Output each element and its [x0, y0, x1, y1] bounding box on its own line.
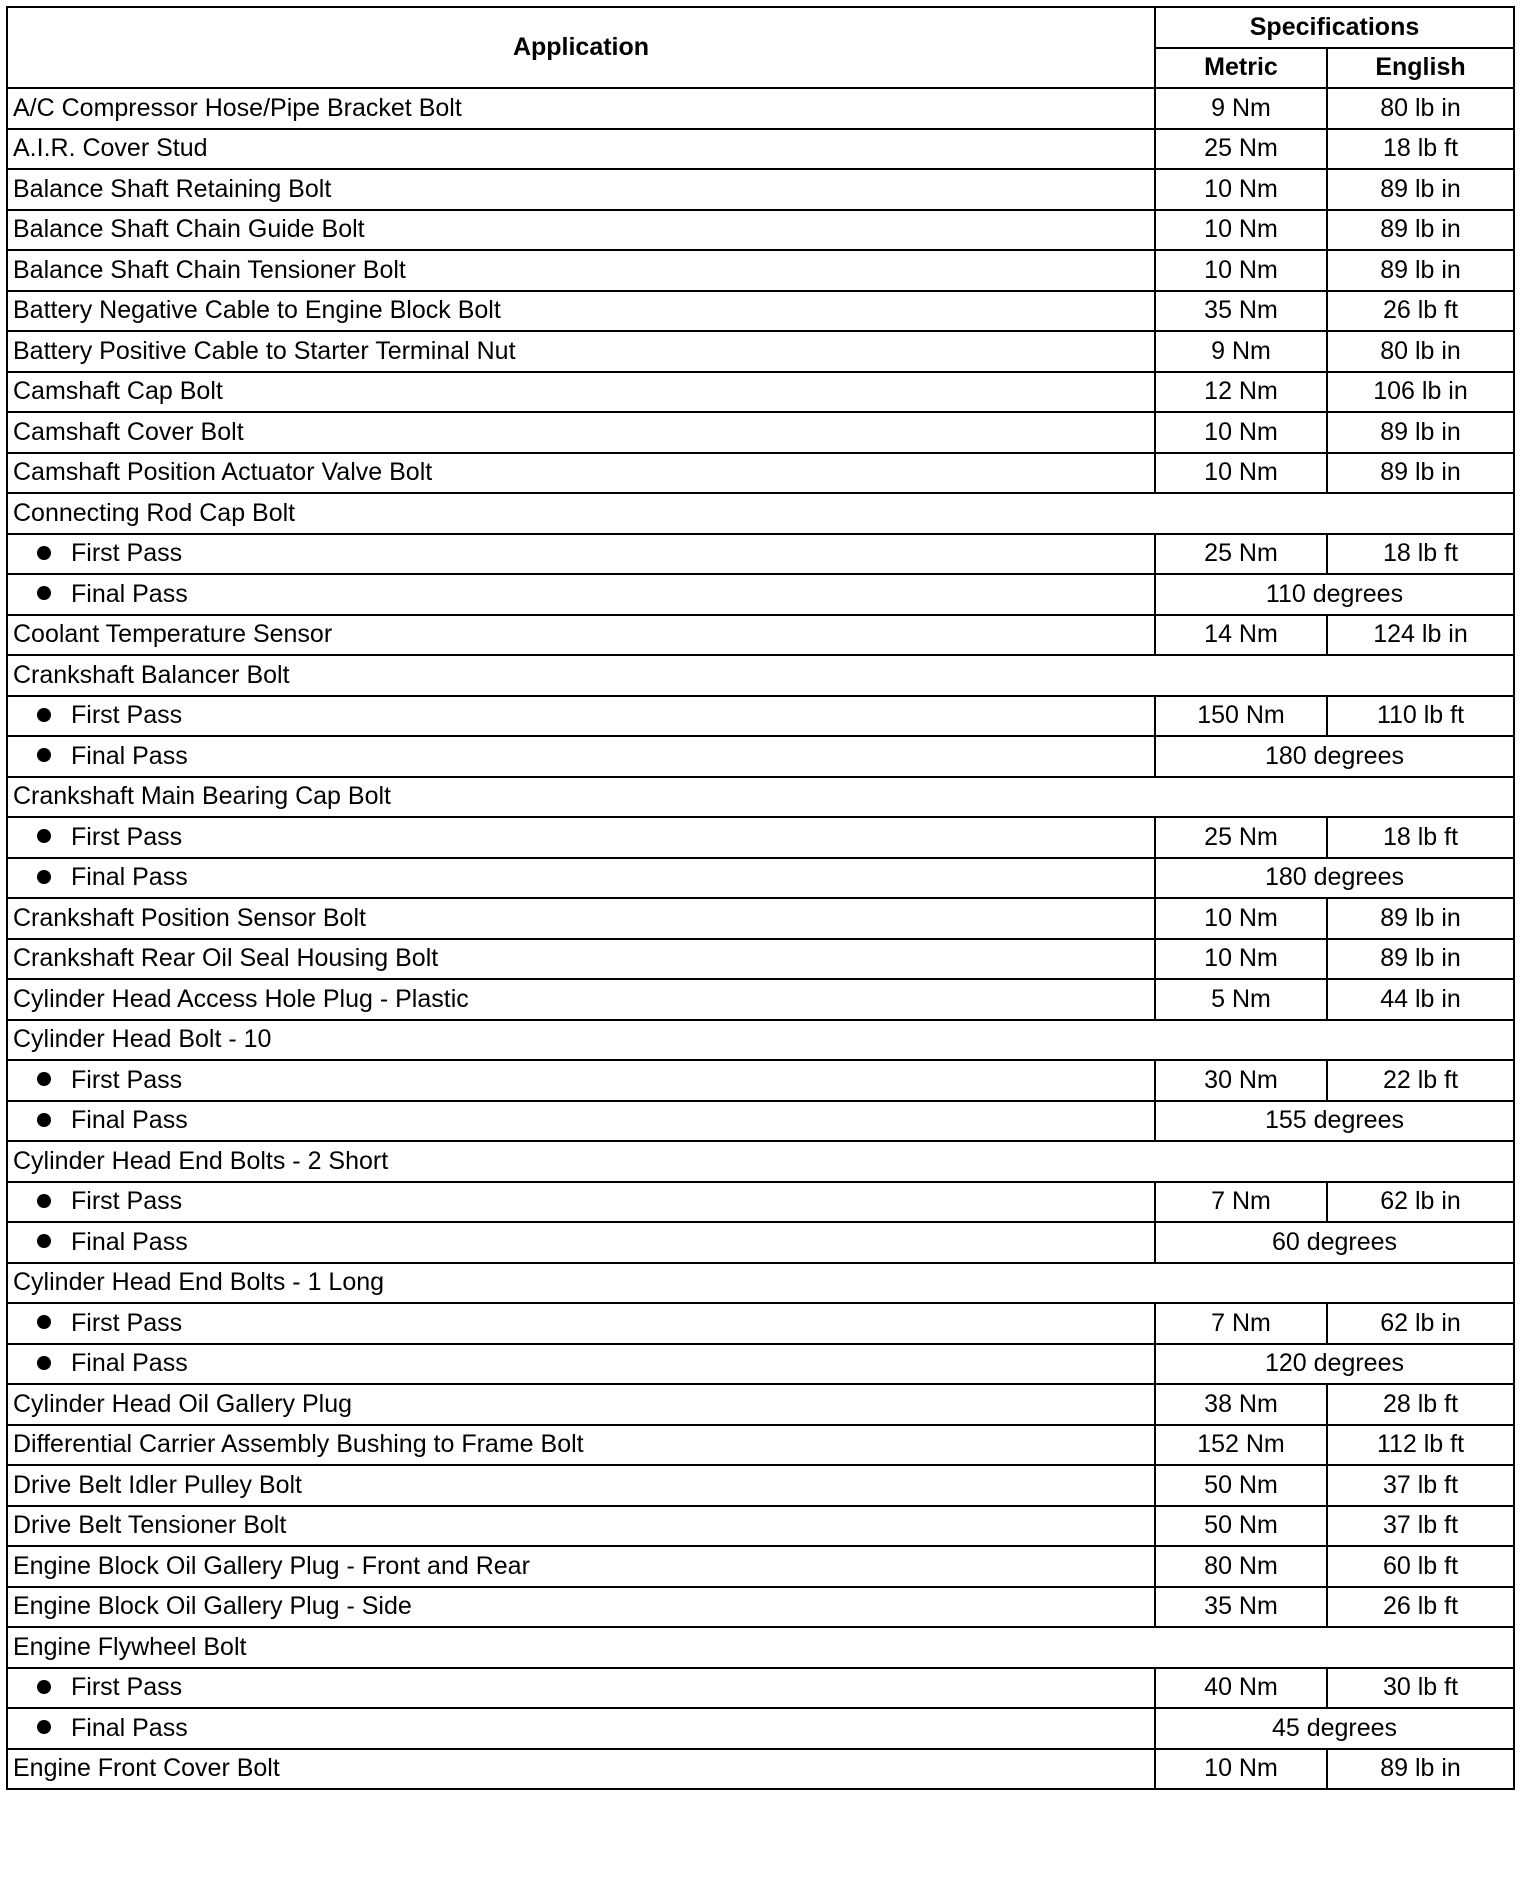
application-label: Final Pass: [71, 1349, 188, 1378]
application-cell: [7, 1506, 1155, 1547]
angle-spec-cell: 180 degrees: [1155, 736, 1514, 777]
application-label: Engine Block Oil Gallery Plug - Front and Rear: [13, 1551, 530, 1580]
sub-step-row: [7, 858, 1514, 899]
english-cell: 22 lb ft: [1327, 1060, 1514, 1101]
application-label: Coolant Temperature Sensor: [13, 620, 333, 649]
application-label: First Pass: [71, 1673, 183, 1702]
angle-spec-cell: 155 degrees: [1155, 1101, 1514, 1142]
application-label: Battery Positive Cable to Starter Terminal Nut: [13, 336, 516, 365]
application-cell: [7, 412, 1155, 453]
application-cell: [7, 372, 1155, 413]
application-cell: [7, 574, 1155, 615]
bullet-icon: [37, 748, 51, 762]
group-row: [7, 1627, 1514, 1668]
sub-step-row: [7, 736, 1514, 777]
metric-cell: 150 Nm: [1155, 696, 1327, 737]
application-label: Crankshaft Position Sensor Bolt: [13, 903, 366, 932]
english-cell: 89 lb in: [1327, 1749, 1514, 1790]
application-cell: [7, 169, 1155, 210]
application-label: Crankshaft Rear Oil Seal Housing Bolt: [13, 944, 439, 973]
bullet-icon: [37, 829, 51, 843]
application-label: First Pass: [71, 1187, 183, 1216]
table-row: [7, 169, 1514, 210]
metric-cell: 10 Nm: [1155, 453, 1327, 494]
table-row: [7, 88, 1514, 129]
metric-cell: 10 Nm: [1155, 1749, 1327, 1790]
group-row: [7, 1141, 1514, 1182]
table-body: [7, 88, 1514, 1789]
application-label: Crankshaft Balancer Bolt: [13, 660, 290, 689]
table-row: [7, 615, 1514, 656]
specifications-header: Specifications: [1155, 7, 1514, 48]
application-cell: [7, 1344, 1155, 1385]
english-cell: 62 lb in: [1327, 1182, 1514, 1223]
application-cell: [7, 331, 1155, 372]
metric-cell: 7 Nm: [1155, 1303, 1327, 1344]
bullet-icon: [37, 870, 51, 884]
english-cell: 89 lb in: [1327, 412, 1514, 453]
english-cell: 80 lb in: [1327, 88, 1514, 129]
english-cell: 80 lb in: [1327, 331, 1514, 372]
english-cell: 18 lb ft: [1327, 817, 1514, 858]
application-cell: [7, 1587, 1155, 1628]
angle-spec-cell: 120 degrees: [1155, 1344, 1514, 1385]
application-cell: [7, 696, 1155, 737]
application-label: Camshaft Cap Bolt: [13, 377, 223, 406]
application-label: Camshaft Cover Bolt: [13, 417, 244, 446]
application-label: Drive Belt Idler Pulley Bolt: [13, 1470, 303, 1499]
table-row: [7, 210, 1514, 251]
angle-spec-cell: 180 degrees: [1155, 858, 1514, 899]
application-cell: [7, 858, 1155, 899]
table-row: [7, 453, 1514, 494]
application-cell: [7, 1749, 1155, 1790]
sub-step-row: [7, 1182, 1514, 1223]
application-label: A/C Compressor Hose/Pipe Bracket Bolt: [13, 93, 462, 122]
application-cell: [7, 1425, 1155, 1466]
application-cell: [7, 1222, 1155, 1263]
metric-cell: 10 Nm: [1155, 169, 1327, 210]
sub-step-row: [7, 1303, 1514, 1344]
application-cell: [7, 979, 1155, 1020]
application-label: Crankshaft Main Bearing Cap Bolt: [13, 782, 391, 811]
english-cell: 30 lb ft: [1327, 1668, 1514, 1709]
application-header: Application: [7, 7, 1155, 88]
metric-cell: 10 Nm: [1155, 250, 1327, 291]
application-cell: [7, 817, 1155, 858]
application-label: Engine Front Cover Bolt: [13, 1754, 280, 1783]
application-label: First Pass: [71, 701, 183, 730]
english-cell: 37 lb ft: [1327, 1465, 1514, 1506]
application-cell: [7, 250, 1155, 291]
bullet-icon: [37, 1234, 51, 1248]
angle-spec-cell: 110 degrees: [1155, 574, 1514, 615]
application-label: Cylinder Head End Bolts - 2 Short: [13, 1146, 389, 1175]
application-cell: [7, 736, 1155, 777]
application-label: Final Pass: [71, 1106, 188, 1135]
table-row: [7, 939, 1514, 980]
sub-step-row: [7, 1101, 1514, 1142]
bullet-icon: [37, 1194, 51, 1208]
english-cell: 26 lb ft: [1327, 1587, 1514, 1628]
application-cell: [7, 1182, 1155, 1223]
application-cell: [7, 939, 1155, 980]
table-row: [7, 1546, 1514, 1587]
group-row: [7, 655, 1514, 696]
application-cell: [7, 1141, 1514, 1182]
application-cell: [7, 777, 1514, 818]
sub-step-row: [7, 817, 1514, 858]
bullet-icon: [37, 1072, 51, 1086]
application-cell: [7, 1465, 1155, 1506]
application-cell: [7, 1668, 1155, 1709]
english-header: English: [1327, 48, 1514, 89]
bullet-icon: [37, 586, 51, 600]
application-cell: [7, 453, 1155, 494]
table-row: [7, 1465, 1514, 1506]
application-label: Balance Shaft Chain Guide Bolt: [13, 215, 365, 244]
metric-cell: 10 Nm: [1155, 939, 1327, 980]
metric-cell: 5 Nm: [1155, 979, 1327, 1020]
english-cell: 26 lb ft: [1327, 291, 1514, 332]
bullet-icon: [37, 546, 51, 560]
table-row: [7, 1749, 1514, 1790]
application-label: First Pass: [71, 1308, 183, 1337]
application-label: Final Pass: [71, 741, 188, 770]
metric-header: Metric: [1155, 48, 1327, 89]
group-row: [7, 1020, 1514, 1061]
torque-spec-table: [6, 6, 1515, 1790]
table-row: [7, 250, 1514, 291]
english-cell: 28 lb ft: [1327, 1384, 1514, 1425]
angle-spec-cell: 45 degrees: [1155, 1708, 1514, 1749]
metric-cell: 50 Nm: [1155, 1465, 1327, 1506]
metric-cell: 14 Nm: [1155, 615, 1327, 656]
application-cell: [7, 88, 1155, 129]
application-cell: [7, 898, 1155, 939]
application-cell: [7, 534, 1155, 575]
application-label: First Pass: [71, 1065, 183, 1094]
table-row: [7, 1587, 1514, 1628]
application-label: A.I.R. Cover Stud: [13, 134, 208, 163]
application-cell: [7, 1303, 1155, 1344]
english-cell: 124 lb in: [1327, 615, 1514, 656]
metric-cell: 10 Nm: [1155, 412, 1327, 453]
english-cell: 112 lb ft: [1327, 1425, 1514, 1466]
english-cell: 62 lb in: [1327, 1303, 1514, 1344]
bullet-icon: [37, 1315, 51, 1329]
sub-step-row: [7, 1708, 1514, 1749]
application-cell: [7, 1020, 1514, 1061]
table-row: [7, 1506, 1514, 1547]
metric-cell: 9 Nm: [1155, 88, 1327, 129]
application-label: Engine Block Oil Gallery Plug - Side: [13, 1592, 412, 1621]
application-cell: [7, 615, 1155, 656]
application-cell: [7, 1101, 1155, 1142]
application-label: Cylinder Head Oil Gallery Plug: [13, 1389, 353, 1418]
table-row: [7, 979, 1514, 1020]
english-cell: 60 lb ft: [1327, 1546, 1514, 1587]
application-label: First Pass: [71, 539, 183, 568]
application-label: Cylinder Head End Bolts - 1 Long: [13, 1268, 385, 1297]
table-row: [7, 372, 1514, 413]
bullet-icon: [37, 1356, 51, 1370]
application-label: Final Pass: [71, 863, 188, 892]
metric-cell: 12 Nm: [1155, 372, 1327, 413]
metric-cell: 38 Nm: [1155, 1384, 1327, 1425]
application-cell: [7, 1060, 1155, 1101]
metric-cell: 25 Nm: [1155, 129, 1327, 170]
application-label: Final Pass: [71, 1227, 188, 1256]
sub-step-row: [7, 696, 1514, 737]
application-label: Cylinder Head Bolt - 10: [13, 1025, 272, 1054]
table-row: [7, 1384, 1514, 1425]
application-cell: [7, 655, 1514, 696]
application-cell: [7, 291, 1155, 332]
application-cell: [7, 1263, 1514, 1304]
bullet-icon: [37, 708, 51, 722]
table-row: [7, 1425, 1514, 1466]
application-cell: [7, 210, 1155, 251]
sub-step-row: [7, 1668, 1514, 1709]
application-label: Differential Carrier Assembly Bushing to Frame Bolt: [13, 1430, 584, 1459]
metric-cell: 25 Nm: [1155, 817, 1327, 858]
bullet-icon: [37, 1720, 51, 1734]
metric-cell: 35 Nm: [1155, 291, 1327, 332]
metric-cell: 10 Nm: [1155, 210, 1327, 251]
english-cell: 89 lb in: [1327, 898, 1514, 939]
sub-step-row: [7, 1060, 1514, 1101]
application-label: Camshaft Position Actuator Valve Bolt: [13, 458, 433, 487]
metric-cell: 25 Nm: [1155, 534, 1327, 575]
english-cell: 37 lb ft: [1327, 1506, 1514, 1547]
metric-cell: 40 Nm: [1155, 1668, 1327, 1709]
table-row: [7, 898, 1514, 939]
application-cell: [7, 129, 1155, 170]
application-label: Battery Negative Cable to Engine Block Bolt: [13, 296, 501, 325]
metric-cell: 7 Nm: [1155, 1182, 1327, 1223]
english-cell: 89 lb in: [1327, 210, 1514, 251]
application-label: First Pass: [71, 822, 183, 851]
group-row: [7, 493, 1514, 534]
metric-cell: 35 Nm: [1155, 1587, 1327, 1628]
english-cell: 18 lb ft: [1327, 534, 1514, 575]
application-cell: [7, 1384, 1155, 1425]
english-cell: 44 lb in: [1327, 979, 1514, 1020]
application-label: Cylinder Head Access Hole Plug - Plastic: [13, 984, 469, 1013]
application-label: Balance Shaft Chain Tensioner Bolt: [13, 255, 406, 284]
group-row: [7, 1263, 1514, 1304]
table-header: [7, 7, 1514, 88]
metric-cell: 50 Nm: [1155, 1506, 1327, 1547]
english-cell: 89 lb in: [1327, 169, 1514, 210]
metric-cell: 9 Nm: [1155, 331, 1327, 372]
english-cell: 89 lb in: [1327, 939, 1514, 980]
metric-cell: 152 Nm: [1155, 1425, 1327, 1466]
table-row: [7, 412, 1514, 453]
table-row: [7, 331, 1514, 372]
application-cell: [7, 1546, 1155, 1587]
metric-cell: 80 Nm: [1155, 1546, 1327, 1587]
metric-cell: 30 Nm: [1155, 1060, 1327, 1101]
metric-cell: 10 Nm: [1155, 898, 1327, 939]
sub-step-row: [7, 534, 1514, 575]
group-row: [7, 777, 1514, 818]
english-cell: 89 lb in: [1327, 250, 1514, 291]
english-cell: 106 lb in: [1327, 372, 1514, 413]
application-label: Final Pass: [71, 1713, 188, 1742]
application-cell: [7, 1708, 1155, 1749]
english-cell: 110 lb ft: [1327, 696, 1514, 737]
sub-step-row: [7, 1344, 1514, 1385]
application-label: Balance Shaft Retaining Bolt: [13, 174, 332, 203]
application-label: Connecting Rod Cap Bolt: [13, 498, 296, 527]
bullet-icon: [37, 1680, 51, 1694]
english-cell: 89 lb in: [1327, 453, 1514, 494]
application-label: Engine Flywheel Bolt: [13, 1632, 247, 1661]
application-label: Drive Belt Tensioner Bolt: [13, 1511, 287, 1540]
bullet-icon: [37, 1113, 51, 1127]
application-cell: [7, 1627, 1514, 1668]
table-row: [7, 291, 1514, 332]
table-row: [7, 129, 1514, 170]
angle-spec-cell: 60 degrees: [1155, 1222, 1514, 1263]
application-cell: [7, 493, 1514, 534]
english-cell: 18 lb ft: [1327, 129, 1514, 170]
application-label: Final Pass: [71, 579, 188, 608]
sub-step-row: [7, 1222, 1514, 1263]
sub-step-row: [7, 574, 1514, 615]
